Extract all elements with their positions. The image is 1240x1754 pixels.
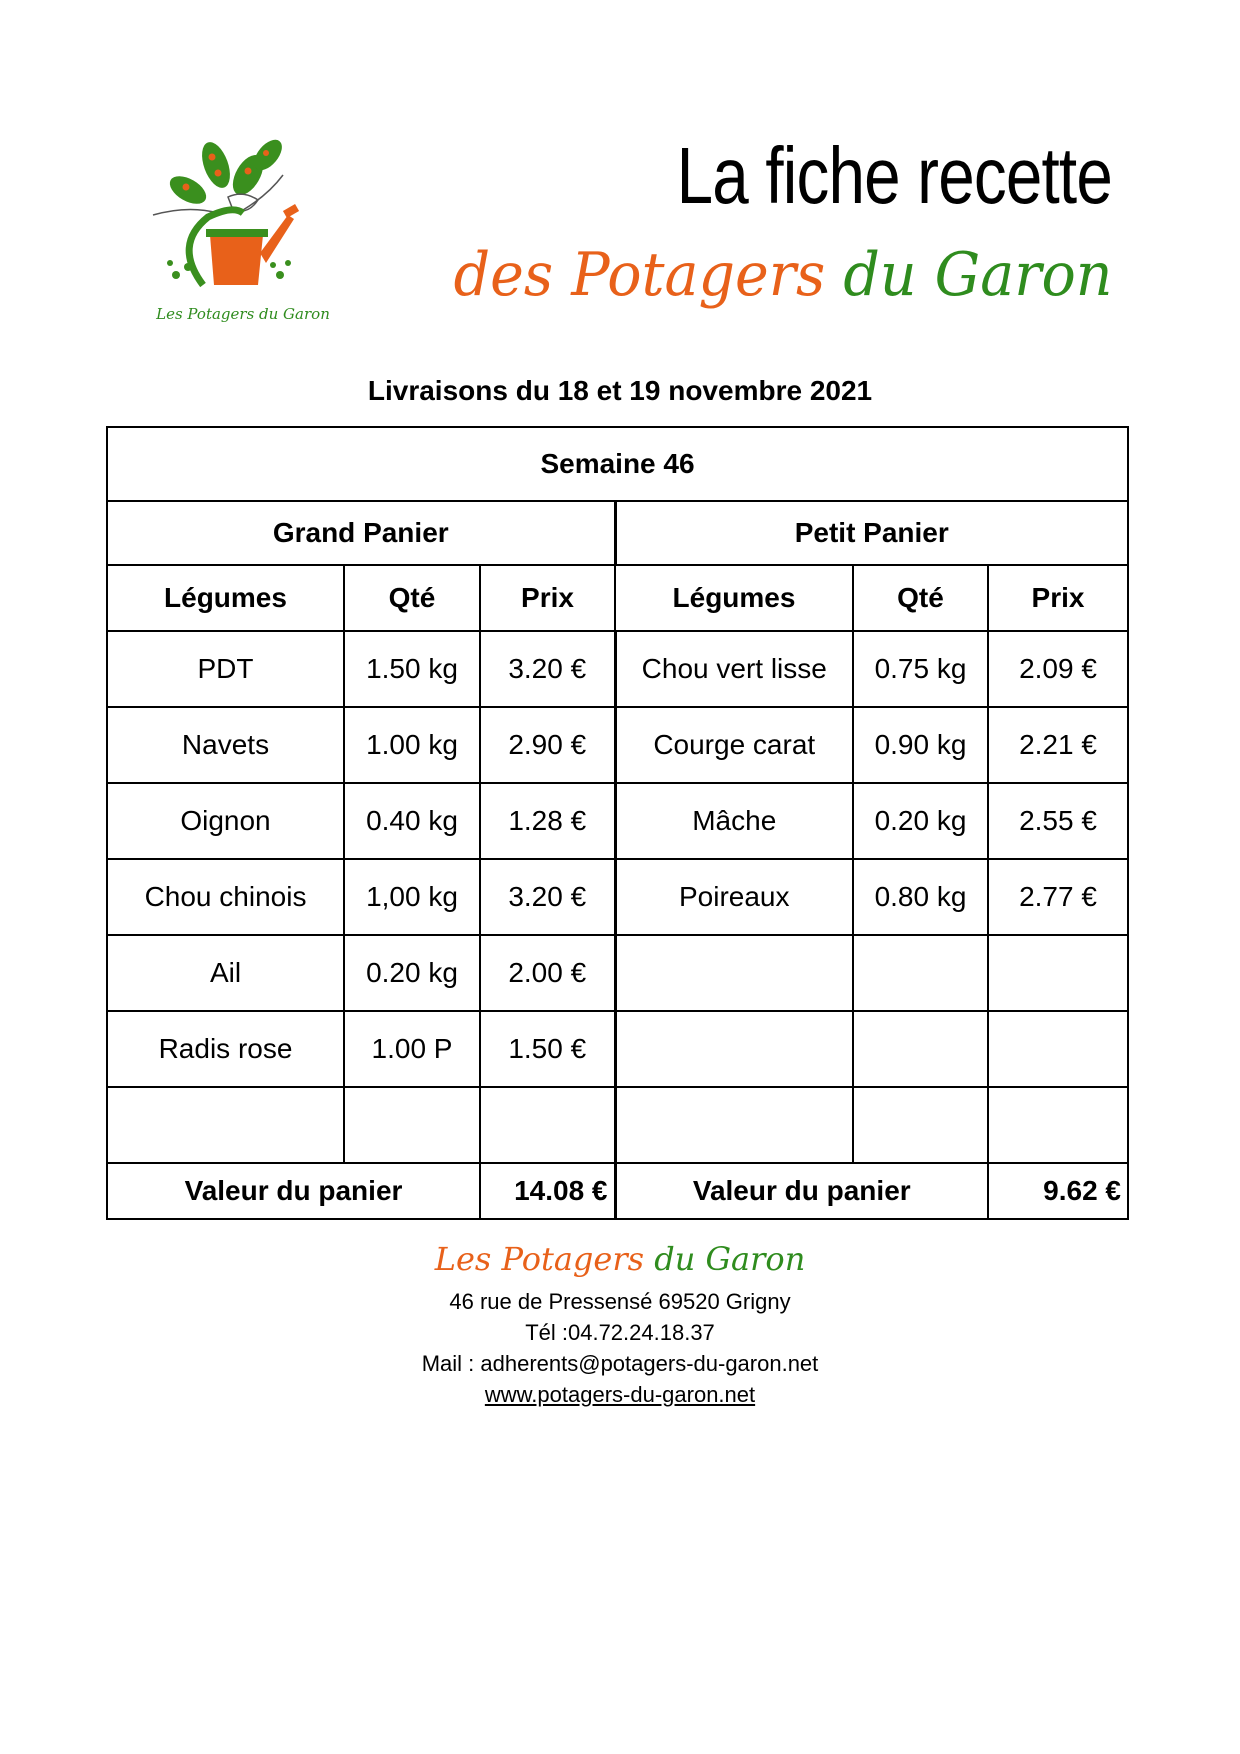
petit-prix-cell xyxy=(988,1011,1128,1087)
grand-prix-cell: 1.28 € xyxy=(480,783,615,859)
footer-website-link[interactable]: www.potagers-du-garon.net xyxy=(484,1382,756,1407)
logo xyxy=(148,135,338,335)
grand-legume-cell: Oignon xyxy=(107,783,344,859)
petit-header-prix: Prix xyxy=(988,565,1128,631)
grand-prix-cell xyxy=(480,1087,615,1163)
petit-qte-cell xyxy=(853,935,988,1011)
total-row xyxy=(107,1163,1128,1219)
grand-qte-cell xyxy=(344,1087,480,1163)
subtitle-part-green: du Garon xyxy=(842,240,1112,310)
grand-header-qte: Qté xyxy=(344,565,480,631)
grand-prix-cell: 3.20 € xyxy=(480,859,615,935)
grand-qte-cell: 1.50 kg xyxy=(344,631,480,707)
grand-total-label: Valeur du panier xyxy=(107,1163,480,1219)
grand-legume-cell: PDT xyxy=(107,631,344,707)
petit-qte-cell: 0.20 kg xyxy=(853,783,988,859)
grand-total-value: 14.08 € xyxy=(480,1163,615,1219)
petit-prix-cell: 2.21 € xyxy=(988,707,1128,783)
table-row xyxy=(107,1087,1128,1163)
petit-qte-cell: 0.75 kg xyxy=(853,631,988,707)
petit-prix-cell xyxy=(988,935,1128,1011)
delivery-date: Livraisons du 18 et 19 novembre 2021 xyxy=(367,375,873,406)
petit-legume-cell: Courge carat xyxy=(615,707,853,783)
grand-prix-cell: 3.20 € xyxy=(480,631,615,707)
footer-brand-orange: Les Potagers xyxy=(434,1240,645,1278)
petit-legume-cell: Poireaux xyxy=(615,859,853,935)
petit-header-legumes: Légumes xyxy=(615,565,853,631)
footer-mail: Mail : adherents@potagers-du-garon.net xyxy=(421,1351,819,1376)
page-title: La fiche recette xyxy=(676,131,1112,220)
grand-legume-cell xyxy=(107,1087,344,1163)
column-header-row xyxy=(107,565,1128,631)
subtitle-part-orange: des Potagers xyxy=(453,240,825,310)
grand-legume-cell: Radis rose xyxy=(107,1011,344,1087)
grand-header-prix: Prix xyxy=(480,565,615,631)
petit-legume-cell xyxy=(615,1087,853,1163)
grand-panier-title: Grand Panier xyxy=(107,501,615,565)
grand-qte-cell: 0.40 kg xyxy=(344,783,480,859)
petit-qte-cell xyxy=(853,1087,988,1163)
petit-qte-cell: 0.80 kg xyxy=(853,859,988,935)
petit-legume-cell: Mâche xyxy=(615,783,853,859)
grand-qte-cell: 1.00 kg xyxy=(344,707,480,783)
grand-legume-cell: Chou chinois xyxy=(107,859,344,935)
petit-qte-cell: 0.90 kg xyxy=(853,707,988,783)
grand-prix-cell: 1.50 € xyxy=(480,1011,615,1087)
grand-prix-cell: 2.90 € xyxy=(480,707,615,783)
table-row xyxy=(107,631,1128,707)
grand-legume-cell: Ail xyxy=(107,935,344,1011)
petit-total-label: Valeur du panier xyxy=(615,1163,988,1219)
footer xyxy=(0,1240,1240,1410)
table-row xyxy=(107,783,1128,859)
table-row xyxy=(107,707,1128,783)
petit-qte-cell xyxy=(853,1011,988,1087)
week-label: Semaine 46 xyxy=(107,427,1128,501)
grand-legume-cell: Navets xyxy=(107,707,344,783)
grand-qte-cell: 1.00 P xyxy=(344,1011,480,1087)
logo-caption: Les Potagers du Garon xyxy=(156,305,330,323)
grand-qte-cell: 0.20 kg xyxy=(344,935,480,1011)
page-subtitle xyxy=(453,240,1112,310)
petit-prix-cell: 2.55 € xyxy=(988,783,1128,859)
table-row xyxy=(107,1011,1128,1087)
petit-header-qte: Qté xyxy=(853,565,988,631)
basket-title-row xyxy=(107,501,1128,565)
table-row xyxy=(107,935,1128,1011)
petit-prix-cell xyxy=(988,1087,1128,1163)
footer-address: 46 rue de Pressensé 69520 Grigny xyxy=(449,1289,791,1314)
petit-prix-cell: 2.77 € xyxy=(988,859,1128,935)
footer-brand-green: du Garon xyxy=(654,1240,806,1278)
petit-total-value: 9.62 € xyxy=(988,1163,1128,1219)
footer-brand xyxy=(0,1240,1240,1278)
grand-prix-cell: 2.00 € xyxy=(480,935,615,1011)
petit-legume-cell: Chou vert lisse xyxy=(615,631,853,707)
footer-phone: Tél :04.72.24.18.37 xyxy=(525,1320,715,1345)
petit-legume-cell xyxy=(615,1011,853,1087)
petit-panier-title: Petit Panier xyxy=(615,501,1128,565)
grand-header-legumes: Légumes xyxy=(107,565,344,631)
week-row xyxy=(107,427,1128,501)
basket-table xyxy=(106,426,1129,1220)
grand-qte-cell: 1,00 kg xyxy=(344,859,480,935)
petit-prix-cell: 2.09 € xyxy=(988,631,1128,707)
petit-legume-cell xyxy=(615,935,853,1011)
table-row xyxy=(107,859,1128,935)
